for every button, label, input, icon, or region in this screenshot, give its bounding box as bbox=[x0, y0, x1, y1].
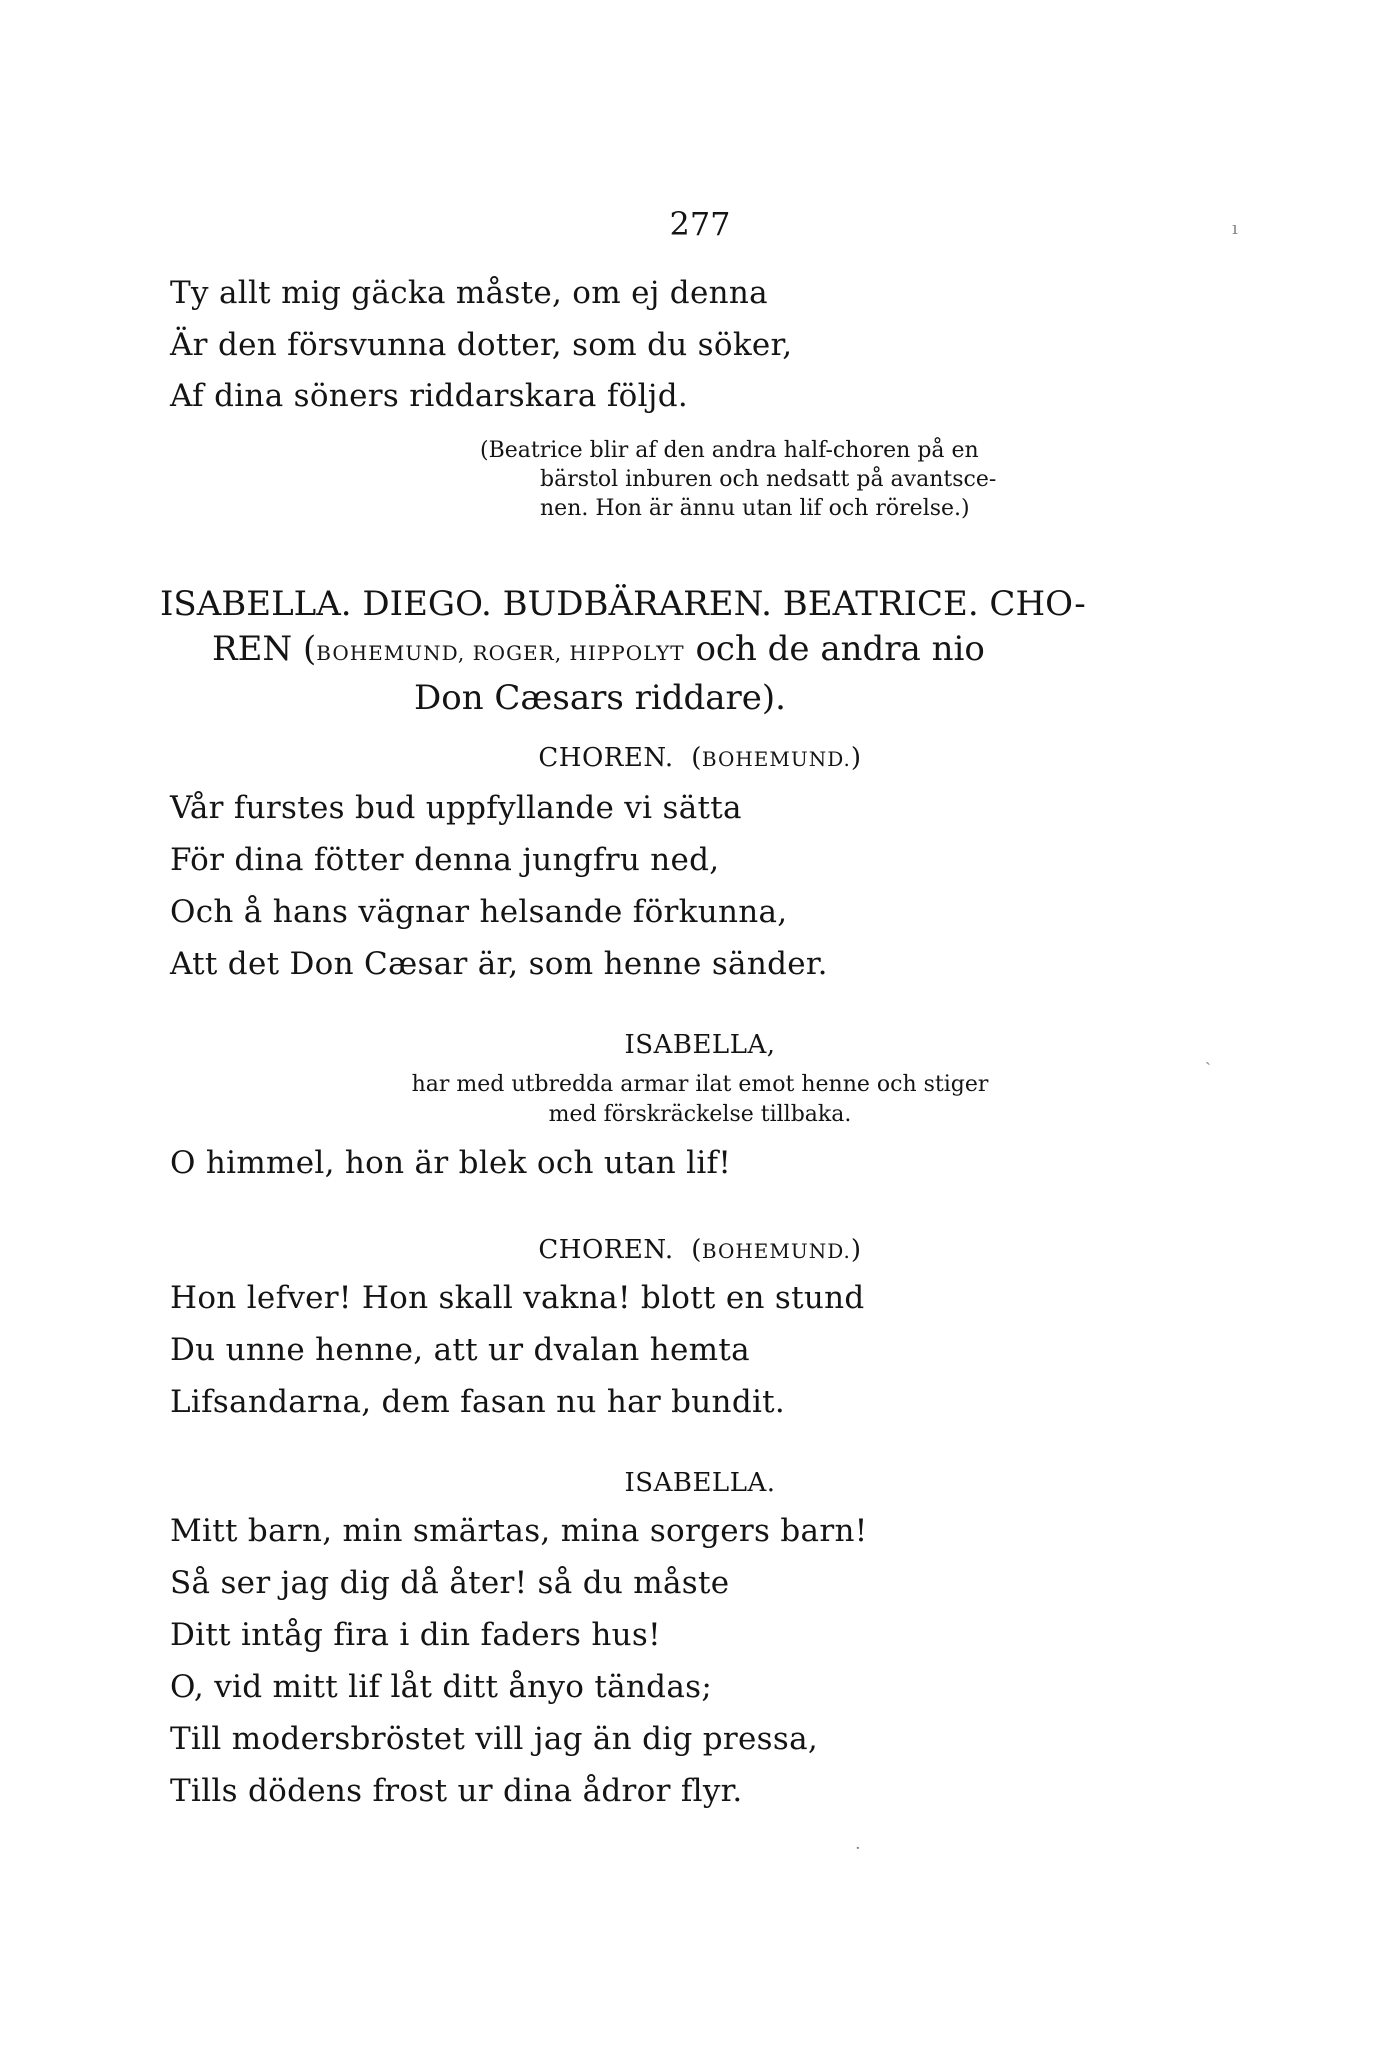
verse-line: Tills dödens frost ur dina ådror flyr. bbox=[170, 1773, 743, 1809]
cast-heading-text: REN ( bbox=[212, 629, 317, 669]
speaker-paren: ) bbox=[850, 1235, 862, 1265]
cast-heading-line bbox=[160, 627, 1100, 676]
verse-line: Lifsandarna, dem fasan nu har bundit. bbox=[170, 1384, 786, 1420]
cast-heading-text: och de andra nio bbox=[684, 629, 985, 669]
cast-heading bbox=[160, 582, 1100, 721]
stage-direction-line: nen. Hon är ännu utan lif och rörelse.) bbox=[540, 496, 970, 521]
speaker-paren: ( bbox=[691, 743, 702, 773]
stage-direction bbox=[0, 1070, 1400, 1130]
verse-line: För dina fötter denna jungfru ned, bbox=[170, 842, 720, 878]
speaker-paren: ( bbox=[691, 1235, 702, 1265]
speaker-subname: BOHEMUND. bbox=[701, 747, 851, 771]
margin-speck: ı bbox=[1232, 218, 1238, 239]
verse-line: Att det Don Cæsar är, som henne sänder. bbox=[170, 946, 828, 982]
cast-heading-smallcaps: BOHEMUND, ROGER, HIPPOLYT bbox=[316, 641, 685, 665]
stage-direction-line: (Beatrice blir af den andra half-choren på en bbox=[480, 438, 979, 463]
speaker-name: CHOREN. bbox=[538, 743, 674, 773]
verse-line: Du unne henne, att ur dvalan hemta bbox=[170, 1332, 750, 1368]
speaker-heading bbox=[0, 1235, 1400, 1265]
verse-line: Mitt barn, min smärtas, mina sorgers barn! bbox=[170, 1513, 868, 1549]
speaker-paren: ) bbox=[850, 743, 862, 773]
verse-line: Ditt intåg fira i din faders hus! bbox=[170, 1617, 661, 1653]
cast-heading-line: ISABELLA. DIEGO. BUDBÄRAREN. BEATRICE. CHO- bbox=[160, 584, 1086, 624]
verse-line: Till modersbröstet vill jag än dig pressa, bbox=[170, 1721, 819, 1757]
verse-line: O himmel, hon är blek och utan lif! bbox=[170, 1145, 732, 1181]
stage-direction bbox=[480, 436, 1100, 523]
stage-direction-line: med förskräckelse tillbaka. bbox=[548, 1102, 852, 1127]
page-number: 277 bbox=[669, 205, 731, 243]
cast-heading-line: Don Cæsars riddare). bbox=[413, 678, 786, 718]
speaker-name: CHOREN. bbox=[538, 1235, 674, 1265]
verse-line: Af dina söners riddarskara följd. bbox=[170, 378, 689, 414]
stage-direction-line: bärstol inburen och nedsatt på avantsce- bbox=[540, 467, 997, 492]
verse-line: Vår furstes bud uppfyllande vi sätta bbox=[170, 790, 742, 826]
verse-line: Hon lefver! Hon skall vakna! blott en stund bbox=[170, 1280, 865, 1316]
speaker-heading bbox=[0, 1030, 1400, 1060]
speaker-subname: BOHEMUND. bbox=[701, 1239, 851, 1263]
verse-line: Och å hans vägnar helsande förkunna, bbox=[170, 894, 788, 930]
margin-speck: ˏ bbox=[1205, 1045, 1211, 1066]
stage-direction-line: har med utbredda armar ilat emot henne och stiger bbox=[411, 1072, 989, 1097]
verse-line: Så ser jag dig då åter! så du måste bbox=[170, 1565, 730, 1601]
speaker-heading bbox=[0, 743, 1400, 773]
verse-line: O, vid mitt lif låt ditt ånyo tändas; bbox=[170, 1669, 713, 1705]
speaker-name: ISABELLA, bbox=[624, 1030, 776, 1060]
speaker-name: ISABELLA. bbox=[624, 1468, 776, 1498]
verse-line: Är den försvunna dotter, som du söker, bbox=[170, 327, 793, 363]
speaker-heading bbox=[0, 1468, 1400, 1498]
verse-line: Ty allt mig gäcka måste, om ej denna bbox=[170, 275, 768, 311]
margin-speck: · bbox=[855, 1838, 861, 1859]
